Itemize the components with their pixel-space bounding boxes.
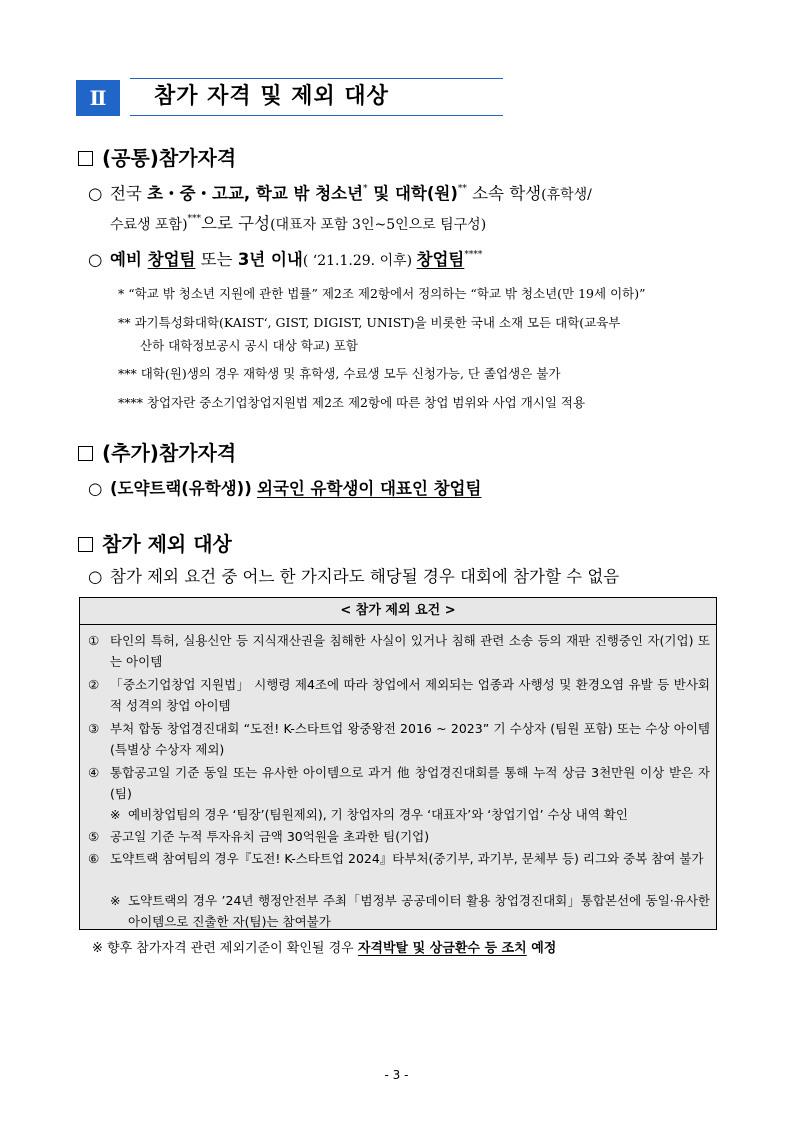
page-number: - 3 - xyxy=(384,1068,409,1082)
heading-additional-eligibility xyxy=(78,440,236,466)
note-mark: ※ xyxy=(110,807,121,822)
exclusion-item-3 xyxy=(88,718,710,760)
circle-bullet-icon: ○ xyxy=(88,184,103,203)
exclusion-note-2 xyxy=(110,890,710,932)
bullet-common-1 xyxy=(88,182,592,207)
circle-bullet-icon: ○ xyxy=(88,479,103,498)
superscript: **** xyxy=(464,250,483,260)
section-number-badge: Ⅱ xyxy=(76,80,120,116)
section-rule-bottom xyxy=(130,115,503,116)
note-3: *** 대학(원)생의 경우 재학생 및 휴학생, 수료생 모두 신청가능, 단 졸업생은 불가 xyxy=(118,366,561,381)
text: 전국 xyxy=(110,184,148,203)
text-bold-underline: 창업팀 xyxy=(147,250,196,269)
text-bold: 및 대학(원) xyxy=(367,184,458,203)
footnote xyxy=(92,939,556,959)
note-2-cont: 산하 대학정보공시 공시 대상 학교) 포함 xyxy=(140,338,358,353)
heading-text: (공통)참가자격 xyxy=(102,146,237,170)
superscript: ** xyxy=(457,184,467,194)
item-number: ① xyxy=(88,633,100,648)
exclusion-item-5 xyxy=(88,826,710,847)
checkbox-square-icon xyxy=(78,151,93,166)
text: 소속 학생 xyxy=(466,184,542,203)
bullet-common-2 xyxy=(88,248,482,273)
note-1: * “학교 밖 청소년 지원에 관한 법률” 제2조 제2항에서 정의하는 “학교 밖 청소년(만 19세 이하)” xyxy=(118,286,646,301)
item-number: ④ xyxy=(88,765,100,780)
superscript: * xyxy=(363,184,368,194)
text-small: (대표자 포함 3인~5인으로 팀구성) xyxy=(270,217,487,233)
exclusion-item-1 xyxy=(88,630,710,672)
circle-bullet-icon: ○ xyxy=(88,567,103,586)
bullet-common-1-cont xyxy=(110,212,486,237)
item-number: ② xyxy=(88,677,100,692)
superscript: *** xyxy=(187,214,202,224)
text-bold-underline: 창업팀 xyxy=(416,250,465,269)
text-bold: 3년 이내 xyxy=(237,250,303,269)
item-number: ③ xyxy=(88,721,100,736)
item-text: 통합공고일 기준 동일 또는 유사한 아이템으로 과거 他 창업경진대회를 통해 누적 상금 3천만원 이상 받은 자(팀) xyxy=(110,765,710,801)
text: ※ 향후 참가자격 관련 제외기준이 확인될 경우 xyxy=(92,941,358,956)
text-small: ( ‘21.1.29. 이후) xyxy=(302,253,417,269)
text: 으로 구성 xyxy=(201,214,271,233)
item-text: 부처 합동 창업경진대회 “도전! K-스타트업 왕중왕전 2016 ~ 2023” 기 수상자 (팀원 포함) 또는 수상 아이템 (특별상 수상자 제외) xyxy=(110,721,710,757)
text: 또는 xyxy=(195,250,238,269)
exclusion-item-4 xyxy=(88,762,710,804)
note-4: **** 창업자란 중소기업창업지원법 제2조 제2항에 따른 창업 범위와 사업 개시일 적용 xyxy=(118,395,586,410)
text-bold: 예비 xyxy=(110,250,148,269)
bullet-exclusion-intro xyxy=(88,565,619,589)
box-title: < 참가 제외 요건 > xyxy=(80,598,716,625)
exclusion-requirements-box xyxy=(79,597,717,930)
note-2: ** 과기특성화대학(KAIST‘, GIST, DIGIST, UNIST)을 비롯한 국내 소재 모든 대학(교육부 xyxy=(118,315,621,330)
note-text: 예비창업팀의 경우 ‘팀장’(팀원제외), 기 창업자의 경우 ‘대표자’와 ‘창업기업’ 수상 내역 확인 xyxy=(128,807,628,822)
text-small: (휴학생/ xyxy=(541,187,592,203)
heading-text: 참가 제외 대상 xyxy=(102,532,232,556)
checkbox-square-icon xyxy=(78,446,93,461)
text-bold: 예정 xyxy=(526,941,557,956)
exclusion-item-2 xyxy=(88,674,710,716)
heading-common-eligibility xyxy=(78,145,236,171)
note-mark: ※ xyxy=(110,893,121,908)
heading-exclusion xyxy=(78,531,232,557)
checkbox-square-icon xyxy=(78,537,93,552)
item-text: 「중소기업창업 지원법」 시행령 제4조에 따라 창업에서 제외되는 업종과 사행성 및 환경오염 유발 등 반사회적 성격의 창업 아이템 xyxy=(110,677,710,713)
item-text: 타인의 특허, 실용신안 등 지식재산권을 침해한 사실이 있거나 침해 관련 소송 등의 재판 진행중인 자(기업) 또는 아이템 xyxy=(110,633,710,669)
text: 참가 제외 요건 중 어느 한 가지라도 해당될 경우 대회에 참가할 수 없음 xyxy=(110,567,620,586)
note-text: 도약트랙의 경우 ’24년 행정안전부 주최「범정부 공공데이터 활용 창업경진대회」통합본선에 동일·유사한 아이템으로 진출한 자(팀)는 참여불가 xyxy=(128,893,710,929)
text-bold-underline: 외국인 유학생이 대표인 창업팀 xyxy=(257,479,482,498)
text-bold: (도약트랙(유학생)) xyxy=(110,479,252,498)
item-number: ⑤ xyxy=(88,829,100,844)
text-bold: 초・중・고교, 학교 밖 청소년 xyxy=(147,184,364,203)
heading-text: (추가)참가자격 xyxy=(102,441,237,465)
section-header xyxy=(76,78,503,116)
circle-bullet-icon: ○ xyxy=(88,250,103,269)
item-text: 도약트랙 참여팀의 경우『도전! K-스타트업 2024』타부처(중기부, 과기부, 문체부 등) 리그와 중복 참여 불가 xyxy=(110,851,704,866)
exclusion-note-1 xyxy=(110,804,710,825)
section-rule-top xyxy=(130,78,503,79)
bullet-additional xyxy=(88,477,481,501)
exclusion-item-6 xyxy=(88,848,710,869)
item-text: 공고일 기준 누적 투자유치 금액 30억원을 초과한 팀(기업) xyxy=(110,829,430,844)
text-small: 수료생 포함) xyxy=(110,217,188,233)
item-number: ⑥ xyxy=(88,851,100,866)
text-bold-underline: 자격박탈 및 상금환수 등 조치 xyxy=(357,941,527,956)
section-title: 참가 자격 및 제외 대상 xyxy=(154,84,389,109)
